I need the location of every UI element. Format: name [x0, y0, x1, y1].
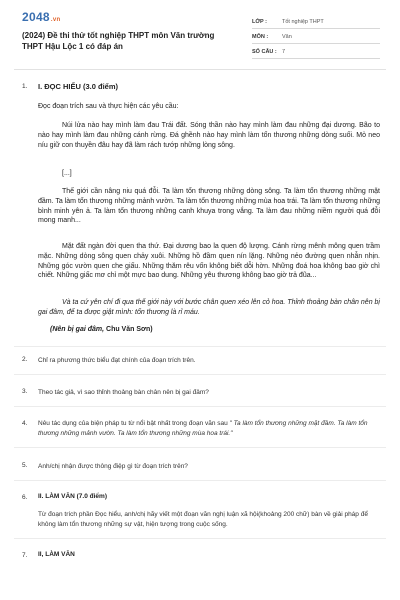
row-divider [14, 346, 386, 347]
section-title-reading: I. ĐỌC HIỂU (3.0 điểm) [38, 82, 119, 91]
question-number: 6. [22, 494, 28, 501]
meta-question-count: SỐ CÂU : 7 [252, 44, 380, 59]
document-title: (2024) Đề thi thử tốt nghiệp THPT môn Văn trường THPT Hậu Lộc 1 có đáp án [22, 31, 215, 51]
question-text: Anh/chị nhận được thông điệp gì từ đoạn trích trên? [38, 463, 188, 470]
question-number: 5. [22, 462, 28, 469]
reading-instruction: Đọc đoạn trích sau và thực hiện các yêu cầu: [38, 103, 179, 110]
question-text: Chỉ ra phương thức biểu đạt chính của đoạn trích trên. [38, 357, 196, 364]
header-divider [14, 69, 386, 70]
row-divider [14, 406, 386, 407]
question-number: 3. [22, 388, 28, 395]
passage-paragraph: Thế giới cần nâng niu quá đỗi. Ta làm tổn thương những dòng sông. Ta làm tổn thương những mặt đầm. Ta làm tổn thương những mảnh vườn. Ta làm tổn thương những mùa hoa trái. Ta làm tổn thương những bình minh yên ả. Ta làm tổn thương những canh khuya trong vắng. Ta làm đau những niềm người quá đỗi mong manh... [38, 188, 380, 225]
site-logo[interactable]: 2048.vn [22, 10, 61, 24]
meta-subject: MÔN : Văn [252, 29, 380, 44]
row-divider [14, 480, 386, 481]
question-number: 1. [22, 83, 28, 90]
row-divider [14, 447, 386, 448]
page-header [0, 0, 400, 66]
passage-ellipsis: [...] [62, 170, 72, 177]
row-divider [14, 374, 386, 375]
passage-source: (Nên bị gai đâm, Chu Văn Sơn) [50, 326, 153, 333]
question-number: 7. [22, 552, 28, 559]
question-number: 4. [22, 420, 28, 427]
question-text: Nêu tác dụng của biện pháp tu từ nổi bật nhất trong đoạn văn sau " Ta làm tổn thương những mặt đầm. Ta làm tổn thương những mảnh vườn. Ta làm tổn thương những mùa hoa trái." [38, 420, 368, 437]
section-title-writing: II. LÀM VĂN (7.0 điểm) [38, 493, 107, 500]
question-text: Theo tác giả, vì sao thỉnh thoảng bàn chân nên bị gai đâm? [38, 389, 209, 396]
question-number: 2. [22, 356, 28, 363]
question-text: Từ đoạn trích phần Đọc hiểu, anh/chị hãy viết một đoạn văn nghị luận xã hội(khoảng 200 chữ) bàn về giải pháp để không làm tổn thương những sự vật, hiện tượng trong cuộc sống. [38, 511, 368, 528]
row-divider [14, 538, 386, 539]
section-title-writing: II, LÀM VĂN [38, 551, 75, 558]
passage-closing: Và ta cứ yên chí đi qua thế giới này với bước chân quen xéo lên cỏ hoa. Thỉnh thoảng bàn chân nên bị gai đâm, để ta được giật mình: tổn thương là rỉ máu. [38, 299, 380, 316]
passage-paragraph: Núi lửa nào hay mình làm đau Trái đất. Sóng thần nào hay mình làm đau những đại dương. Bão to nào hay mình làm đau những cánh rừng. Đá ghềnh nào hay mình làm tổn thương những dòng suối. Mỏ neo níu giữ con thuyền đâu hay đã làm rách tướp những lòng sông. [38, 122, 380, 149]
passage-paragraph: Mặt đất ngàn đời quen tha thứ. Đại dương bao la quen độ lượng. Cánh rừng mênh mông quen trầm mặc. Những dòng sông quen chảy xuôi. Những hồ đầm quen nín lặng. Những nẻo đường quen nhẫn nhịn. Những góc vườn quen che giấu. Những thăm rêu vốn không biết dỗi hờn. Những đoá hoa không bao giờ chì chiết. Những giấc mơ chỉ một mực bao dung. Những yêu thương không bao giờ trả đũa... [38, 243, 380, 280]
meta-class: LỚP : Tốt nghiệp THPT [252, 14, 380, 29]
